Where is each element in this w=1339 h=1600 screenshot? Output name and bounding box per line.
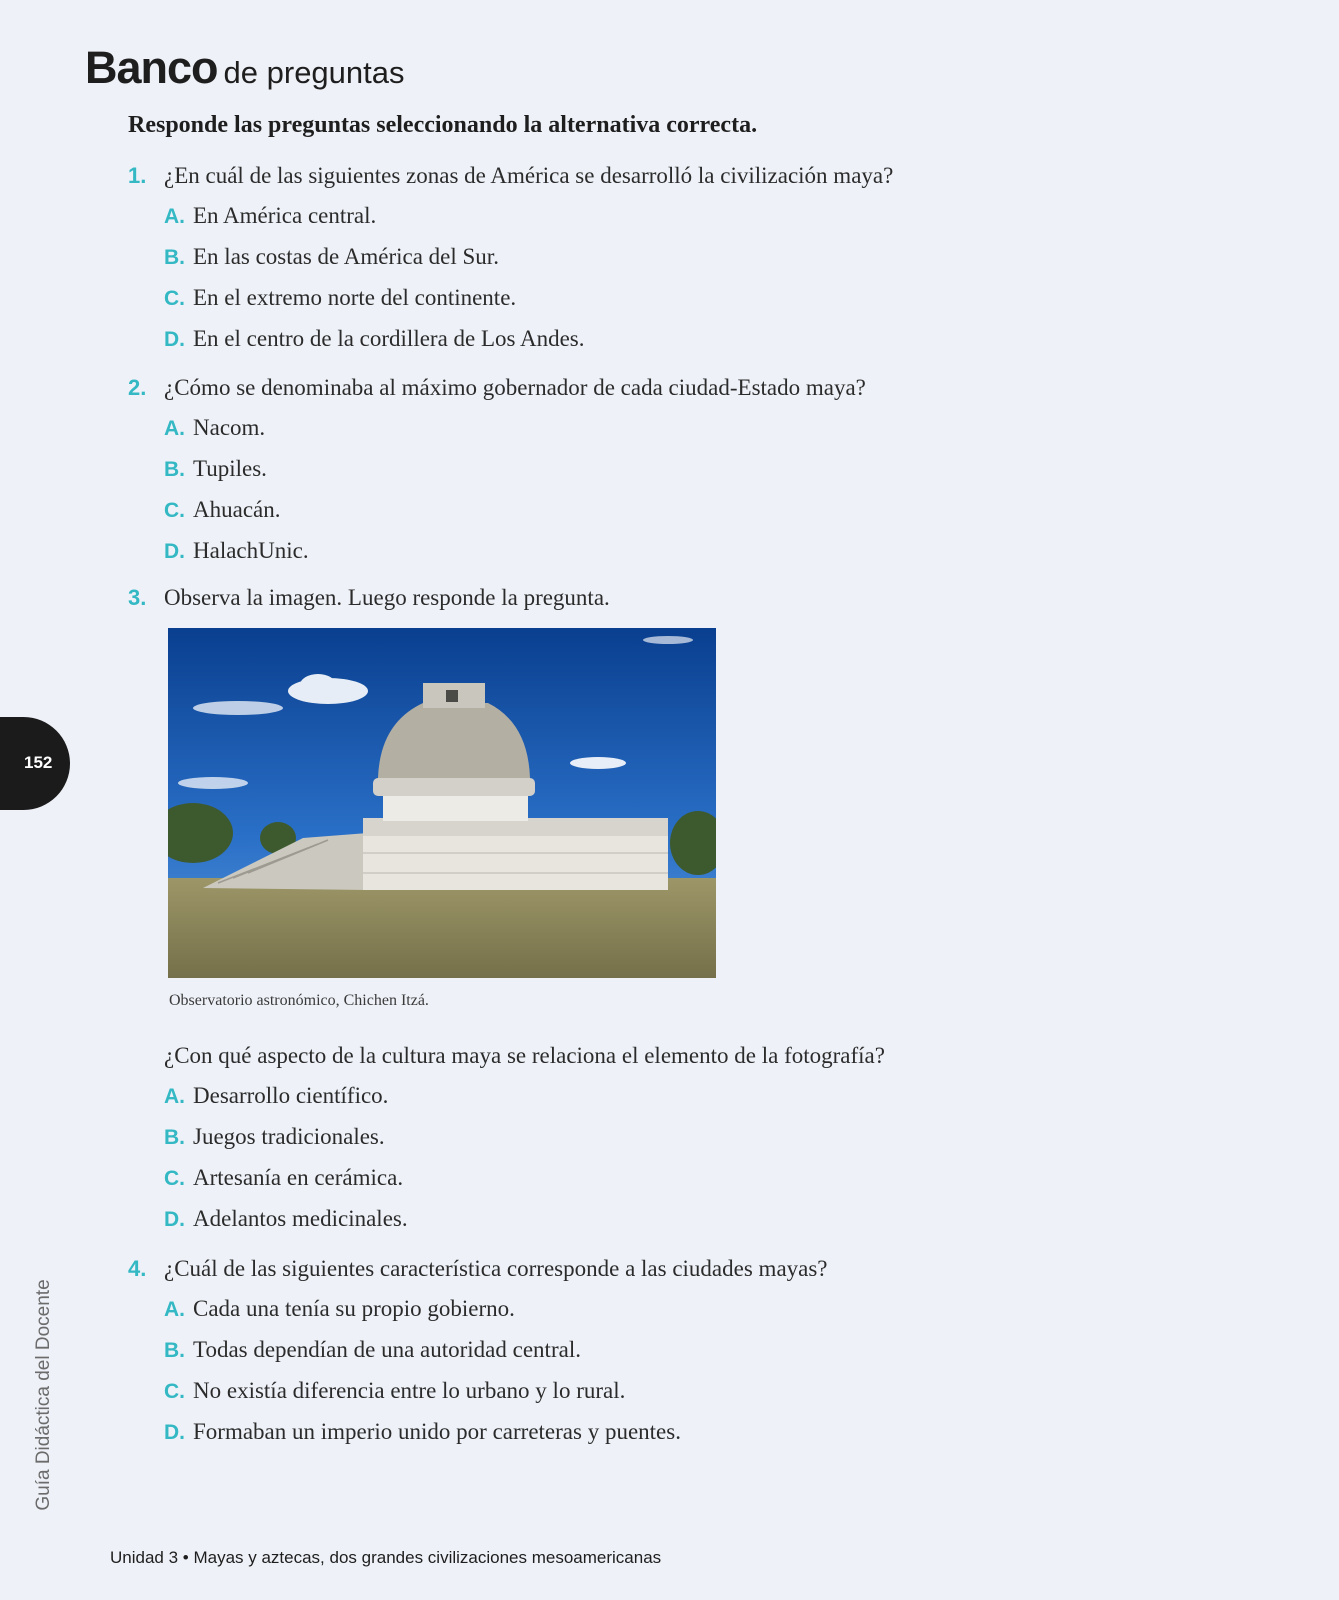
option-b[interactable]	[128, 236, 1048, 277]
option-text: Nacom.	[193, 415, 266, 440]
question-number: 3.	[128, 585, 147, 610]
option-letter: D.	[164, 1208, 185, 1231]
option-letter: D.	[164, 328, 185, 351]
option-letter: B.	[164, 246, 185, 269]
option-text: Adelantos medicinales.	[193, 1206, 408, 1231]
option-text: Juegos tradicionales.	[193, 1124, 385, 1149]
question-number: 2.	[128, 375, 147, 400]
option-b[interactable]	[128, 1116, 1048, 1157]
question-3-options	[128, 1037, 1048, 1239]
question-3	[128, 579, 1048, 617]
question-1	[128, 157, 1048, 359]
option-text: En las costas de América del Sur.	[193, 244, 499, 269]
page-title-bold: Banco	[85, 42, 218, 93]
option-text: En el extremo norte del continente.	[193, 285, 517, 310]
option-text: Ahuacán.	[193, 497, 281, 522]
option-text: En el centro de la cordillera de Los Andes.	[193, 326, 585, 351]
option-text: Tupiles.	[193, 456, 267, 481]
option-text: Cada una tenía su propio gobierno.	[193, 1296, 515, 1321]
option-text: Desarrollo científico.	[193, 1083, 389, 1108]
page-number: 152	[24, 753, 53, 772]
option-letter: A.	[164, 1085, 185, 1108]
page-title	[85, 42, 405, 94]
side-label: Guía Didáctica del Docente	[33, 1279, 54, 1511]
option-letter: C.	[164, 1167, 185, 1190]
option-text: Todas dependían de una autoridad central.	[193, 1337, 581, 1362]
option-a[interactable]	[128, 407, 1048, 448]
question-4	[128, 1250, 1048, 1452]
option-c[interactable]	[128, 1370, 1048, 1411]
option-letter: C.	[164, 287, 185, 310]
question-text: Observa la imagen. Luego responde la pregunta.	[164, 585, 610, 610]
option-a[interactable]	[128, 1288, 1048, 1329]
option-c[interactable]	[128, 489, 1048, 530]
option-b[interactable]	[128, 448, 1048, 489]
observatory-photo	[168, 628, 716, 978]
question-prompt	[128, 579, 1048, 617]
option-b[interactable]	[128, 1329, 1048, 1370]
option-text: No existía diferencia entre lo urbano y lo rural.	[193, 1378, 626, 1403]
option-letter: C.	[164, 1380, 185, 1403]
question-prompt	[128, 1250, 1048, 1288]
option-c[interactable]	[128, 277, 1048, 318]
option-letter: D.	[164, 1421, 185, 1444]
question-text: ¿Cuál de las siguientes característica corresponde a las ciudades mayas?	[164, 1256, 828, 1281]
instruction-text: Responde las preguntas seleccionando la alternativa correcta.	[128, 112, 758, 138]
option-letter: B.	[164, 458, 185, 481]
option-letter: C.	[164, 499, 185, 522]
option-d[interactable]	[128, 318, 1048, 359]
option-letter: A.	[164, 417, 185, 440]
page-title-rest: de preguntas	[223, 55, 405, 90]
option-letter: D.	[164, 540, 185, 563]
image-caption: Observatorio astronómico, Chichen Itzá.	[169, 992, 429, 1009]
option-letter: B.	[164, 1126, 185, 1149]
option-a[interactable]	[128, 195, 1048, 236]
option-text: HalachUnic.	[193, 538, 309, 563]
question-subprompt: ¿Con qué aspecto de la cultura maya se relaciona el elemento de la fotografía?	[164, 1043, 885, 1068]
option-c[interactable]	[128, 1157, 1048, 1198]
option-text: Artesanía en cerámica.	[193, 1165, 404, 1190]
question-text: ¿En cuál de las siguientes zonas de América se desarrolló la civilización maya?	[164, 163, 894, 188]
option-d[interactable]	[128, 530, 1048, 571]
option-letter: B.	[164, 1339, 185, 1362]
question-prompt	[128, 157, 1048, 195]
question-prompt	[128, 369, 1048, 407]
option-text: En América central.	[193, 203, 377, 228]
page-number-tab	[0, 717, 70, 810]
option-a[interactable]	[128, 1075, 1048, 1116]
question-number: 4.	[128, 1256, 147, 1281]
option-d[interactable]	[128, 1411, 1048, 1452]
option-letter: A.	[164, 1298, 185, 1321]
question-text: ¿Cómo se denominaba al máximo gobernador de cada ciudad-Estado maya?	[164, 375, 866, 400]
option-text: Formaban un imperio unido por carreteras y puentes.	[193, 1419, 681, 1444]
question-number: 1.	[128, 163, 147, 188]
option-d[interactable]	[128, 1198, 1048, 1239]
question-2	[128, 369, 1048, 571]
option-letter: A.	[164, 205, 185, 228]
footer-text: Unidad 3 • Mayas y aztecas, dos grandes civilizaciones mesoamericanas	[110, 1548, 662, 1567]
